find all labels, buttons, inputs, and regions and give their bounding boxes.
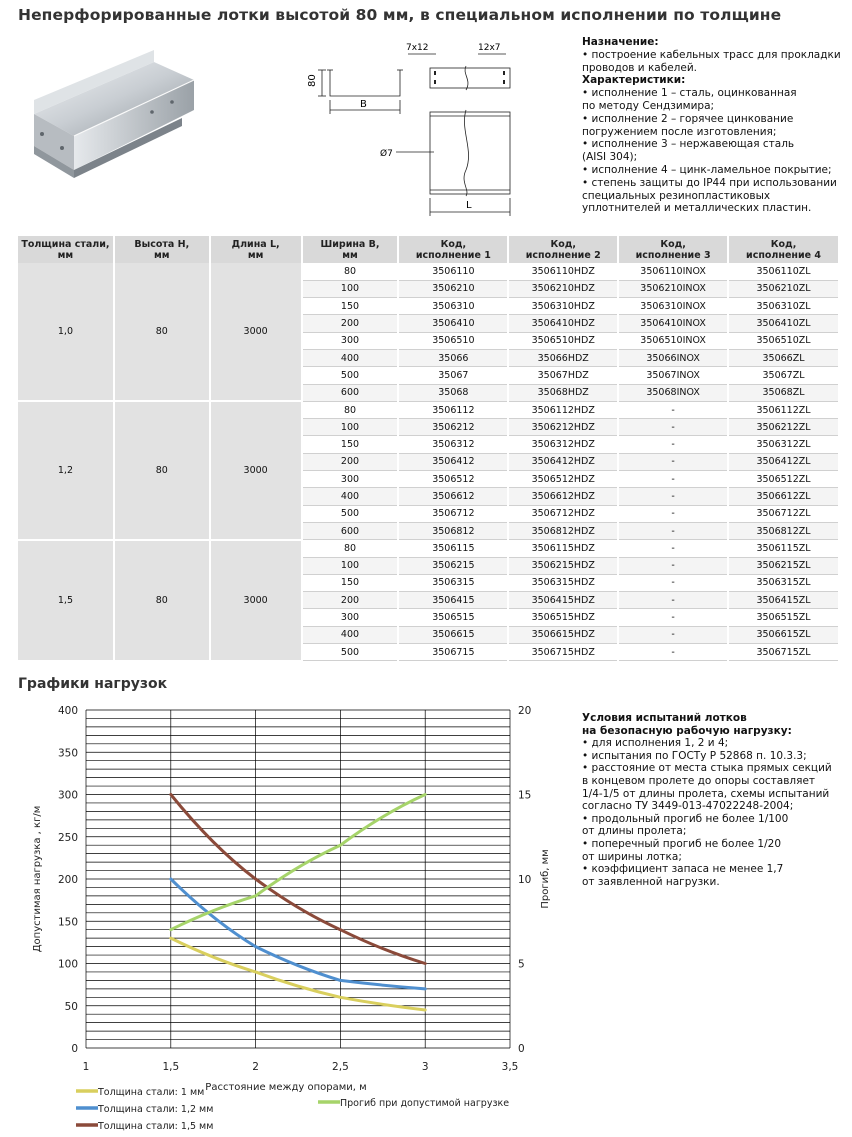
code-cell: 35067INOX [618, 367, 728, 384]
code-cell: - [618, 626, 728, 643]
code-cell: 3506510HDZ [508, 332, 618, 349]
width-cell: 150 [302, 436, 399, 453]
width-cell: 80 [302, 540, 399, 557]
code-cell: 3506415HDZ [508, 592, 618, 609]
column-header-line: Высота H, [134, 238, 190, 250]
code-cell: - [618, 505, 728, 522]
group-length-cell: 3000 [210, 401, 302, 539]
x-tick-label: 1 [82, 1061, 90, 1073]
code-cell: 3506715 [398, 644, 508, 661]
length-label: L [466, 200, 472, 211]
char-line: уплотнителей и металлических пластин. [582, 202, 812, 215]
code-cell: - [618, 419, 728, 436]
code-cell: 3506510INOX [618, 332, 728, 349]
width-cell: 150 [302, 298, 399, 315]
y-tick-label: 200 [57, 874, 78, 886]
code-cell: 3506510 [398, 332, 508, 349]
code-cell: 3506512ZL [728, 471, 839, 488]
code-cell: - [618, 609, 728, 626]
code-cell: 3506315HDZ [508, 574, 618, 591]
column-header [618, 236, 728, 263]
table-row [18, 540, 839, 557]
width-cell: 300 [302, 332, 399, 349]
code-cell: 3506210HDZ [508, 280, 618, 297]
characteristics-header: Характеристики: [582, 74, 686, 87]
code-cell: 35068 [398, 384, 508, 401]
x-tick-label: 3 [421, 1061, 429, 1073]
y2-tick-label: 15 [518, 789, 532, 802]
group-length-cell: 3000 [210, 263, 302, 401]
code-cell: 35066ZL [728, 349, 839, 366]
column-header-line: Код, [550, 238, 577, 250]
char-line: погружением после изготовления; [582, 125, 777, 138]
code-cell: 3506412HDZ [508, 453, 618, 470]
purpose-line: • построение кабельных трасс для прокладки [582, 48, 841, 61]
width-cell: 400 [302, 488, 399, 505]
code-cell: 3506515 [398, 609, 508, 626]
code-cell: - [618, 488, 728, 505]
char-line: • исполнение 4 – цинк-ламельное покрытие; [582, 163, 832, 176]
code-cell: - [618, 557, 728, 574]
code-cell: 35067HDZ [508, 367, 618, 384]
group-thickness-cell: 1,0 [18, 263, 114, 401]
code-cell: 3506210INOX [618, 280, 728, 297]
condition-line: • коэффициент запаса не менее 1,7 [582, 863, 784, 876]
code-cell: 3506210 [398, 280, 508, 297]
legend-label: Прогиб при допустимой нагрузке [340, 1098, 510, 1109]
code-cell: - [618, 574, 728, 591]
conditions-header: на безопасную рабочую нагрузку: [582, 724, 792, 737]
condition-line: от ширины лотка; [582, 850, 682, 863]
column-header-line: мм [342, 249, 358, 261]
code-cell: 3506210ZL [728, 280, 839, 297]
code-cell: 35067ZL [728, 367, 839, 384]
condition-line: от длины пролета; [582, 825, 687, 838]
y-tick-label: 250 [57, 831, 78, 844]
code-cell: 3506110 [398, 263, 508, 280]
y2-axis-label: Прогиб, мм [540, 849, 551, 909]
slot-label-2: 12x7 [478, 43, 501, 53]
code-cell: 35067 [398, 367, 508, 384]
purpose-line: проводов и кабелей. [582, 61, 697, 74]
column-header [18, 236, 114, 263]
series-line [171, 879, 425, 989]
column-header-line: Длина L, [231, 238, 280, 250]
condition-line: • продольный прогиб не более 1/100 [582, 812, 789, 825]
code-cell: 3506315 [398, 574, 508, 591]
y2-tick-label: 20 [518, 705, 532, 717]
column-header [302, 236, 399, 263]
width-cell: 500 [302, 367, 399, 384]
column-header-line: исполнение 3 [635, 249, 711, 261]
y-tick-label: 50 [64, 1000, 78, 1013]
cable-tray-image [22, 40, 202, 200]
slot-label-1: 7x12 [406, 43, 429, 53]
page-title: Неперфорированные лотки высотой 80 мм, в специальном исполнении по толщине [18, 6, 782, 24]
load-chart [10, 698, 570, 1134]
width-cell: 600 [302, 384, 399, 401]
code-cell: - [618, 592, 728, 609]
condition-line: от заявленной нагрузки. [582, 875, 720, 888]
code-cell: 3506312 [398, 436, 508, 453]
width-cell: 100 [302, 419, 399, 436]
char-line: • исполнение 2 – горячее цинкование [582, 112, 794, 125]
condition-line: в концевом пролете до опоры составляет [582, 774, 816, 787]
char-line: • исполнение 1 – сталь, оцинкованная [582, 87, 797, 100]
code-cell: 3506515HDZ [508, 609, 618, 626]
x-tick-label: 2 [252, 1061, 259, 1073]
code-cell: 3506110INOX [618, 263, 728, 280]
y-tick-label: 150 [57, 916, 78, 929]
code-cell: 3506212HDZ [508, 419, 618, 436]
code-cell: 3506215HDZ [508, 557, 618, 574]
code-cell: 3506315ZL [728, 574, 839, 591]
width-cell: 80 [302, 263, 399, 280]
code-cell: 3506415ZL [728, 592, 839, 609]
code-cell: 3506812 [398, 522, 508, 539]
purpose-header: Назначение: [582, 36, 659, 48]
width-cell: 150 [302, 574, 399, 591]
test-conditions [582, 712, 844, 888]
width-cell: 200 [302, 453, 399, 470]
char-line: по методу Сендзимира; [582, 99, 715, 112]
column-header [210, 236, 302, 263]
x-tick-label: 1,5 [162, 1061, 180, 1073]
code-cell: 3506712 [398, 505, 508, 522]
column-header-line: мм [247, 249, 264, 261]
code-cell: - [618, 401, 728, 418]
code-cell: 3506110HDZ [508, 263, 618, 280]
code-cell: 35066INOX [618, 349, 728, 366]
code-cell: 3506112 [398, 401, 508, 418]
code-cell: 3506215ZL [728, 557, 839, 574]
code-cell: 3506115 [398, 540, 508, 557]
code-cell: 3506310 [398, 298, 508, 315]
column-header-line: исполнение 4 [746, 249, 821, 261]
code-cell: 3506310ZL [728, 298, 839, 315]
group-height-cell: 80 [114, 540, 210, 661]
code-cell: 3506310HDZ [508, 298, 618, 315]
code-cell: - [618, 436, 728, 453]
code-cell: 3506115ZL [728, 540, 839, 557]
column-header-line: мм [154, 249, 170, 261]
code-cell: 3506715HDZ [508, 644, 618, 661]
width-cell: 300 [302, 471, 399, 488]
char-line: • степень защиты до IP44 при использовании [582, 176, 837, 189]
code-cell: - [618, 453, 728, 470]
code-cell: 3506412 [398, 453, 508, 470]
code-cell: 3506812ZL [728, 522, 839, 539]
height-label: 80 [307, 74, 318, 87]
code-cell: 3506212 [398, 419, 508, 436]
width-cell: 500 [302, 505, 399, 522]
code-cell: 3506310INOX [618, 298, 728, 315]
width-cell: 600 [302, 522, 399, 539]
code-cell: 3506312ZL [728, 436, 839, 453]
code-cell: 3506112ZL [728, 401, 839, 418]
column-header [508, 236, 618, 263]
code-cell: 3506215 [398, 557, 508, 574]
y-axis-label: Допустимая нагрузка , кг/м [32, 805, 43, 953]
code-cell: 3506410HDZ [508, 315, 618, 332]
width-cell: 500 [302, 644, 399, 661]
code-cell: 3506510ZL [728, 332, 839, 349]
y-tick-label: 350 [57, 747, 78, 760]
group-height-cell: 80 [114, 401, 210, 539]
spec-table [18, 236, 840, 662]
code-cell: 3506615 [398, 626, 508, 643]
width-cell: 200 [302, 592, 399, 609]
y-tick-label: 100 [57, 958, 78, 971]
width-cell: 80 [302, 401, 399, 418]
conditions-header: Условия испытаний лотков [582, 712, 747, 724]
width-cell: 100 [302, 557, 399, 574]
technical-drawings [300, 40, 530, 230]
column-header-line: Толщина стали, [21, 238, 110, 250]
condition-line: • поперечный прогиб не более 1/20 [582, 837, 782, 850]
char-line: специальных резинопластиковых [582, 189, 771, 202]
width-cell: 100 [302, 280, 399, 297]
code-cell: 3506512HDZ [508, 471, 618, 488]
column-header-line: мм [57, 249, 74, 261]
code-cell: 3506515ZL [728, 609, 839, 626]
y2-tick-label: 5 [518, 958, 525, 971]
code-cell: 3506812HDZ [508, 522, 618, 539]
column-header-line: исполнение 2 [525, 249, 601, 261]
y2-tick-label: 10 [518, 874, 532, 886]
code-cell: 3506410 [398, 315, 508, 332]
table-row [18, 263, 839, 280]
y-tick-label: 300 [57, 789, 78, 802]
code-cell: 3506712HDZ [508, 505, 618, 522]
condition-line: 1/4-1/5 от длины пролета, схемы испытаний [582, 787, 830, 800]
code-cell: 3506612 [398, 488, 508, 505]
condition-line: • для исполнения 1, 2 и 4; [582, 737, 729, 750]
group-thickness-cell: 1,5 [18, 540, 114, 661]
code-cell: 35066 [398, 349, 508, 366]
table-row [18, 401, 839, 418]
y2-tick-label: 0 [518, 1043, 525, 1055]
legend-label: Толщина стали: 1,5 мм [98, 1121, 214, 1132]
width-cell: 200 [302, 315, 399, 332]
code-cell: 35066HDZ [508, 349, 618, 366]
column-header [398, 236, 508, 263]
column-header-line: исполнение 1 [415, 249, 491, 261]
code-cell: 35068ZL [728, 384, 839, 401]
code-cell: 35068INOX [618, 384, 728, 401]
condition-line: согласно ТУ 3449-013-47022248-2004; [582, 800, 794, 813]
width-label: B [360, 99, 367, 110]
column-header-line: Код, [660, 238, 686, 250]
x-axis-label: Расстояние между опорами, м [205, 1082, 367, 1093]
code-cell: 3506612HDZ [508, 488, 618, 505]
condition-line: • расстояние от места стыка прямых секций [582, 762, 832, 775]
code-cell: 3506110ZL [728, 263, 839, 280]
char-line: • исполнение 3 – нержавеющая сталь [582, 138, 795, 151]
group-length-cell: 3000 [210, 540, 302, 661]
code-cell: 3506412ZL [728, 453, 839, 470]
legend-label: Толщина стали: 1,2 мм [98, 1104, 214, 1115]
group-height-cell: 80 [114, 263, 210, 401]
code-cell: - [618, 522, 728, 539]
width-cell: 400 [302, 349, 399, 366]
code-cell: 3506115HDZ [508, 540, 618, 557]
code-cell: - [618, 644, 728, 661]
code-cell: - [618, 540, 728, 557]
group-thickness-cell: 1,2 [18, 401, 114, 539]
code-cell: 35068HDZ [508, 384, 618, 401]
code-cell: 3506715ZL [728, 644, 839, 661]
x-tick-label: 2,5 [332, 1061, 349, 1073]
column-header-line: Код, [770, 238, 797, 250]
code-cell: 3506410ZL [728, 315, 839, 332]
legend-label: Толщина стали: 1 мм [98, 1087, 205, 1098]
char-line: (AISI 304); [582, 151, 638, 164]
y-tick-label: 0 [71, 1043, 78, 1055]
column-header [728, 236, 839, 263]
code-cell: - [618, 471, 728, 488]
code-cell: 3506712ZL [728, 505, 839, 522]
code-cell: 3506415 [398, 592, 508, 609]
column-header-line: Код, [440, 238, 467, 250]
code-cell: 3506312HDZ [508, 436, 618, 453]
x-tick-label: 3,5 [501, 1061, 519, 1073]
code-cell: 3506615ZL [728, 626, 839, 643]
code-cell: 3506112HDZ [508, 401, 618, 418]
hole-label: Ø7 [380, 149, 393, 159]
charts-section-title: Графики нагрузок [18, 676, 168, 692]
code-cell: 3506512 [398, 471, 508, 488]
condition-line: • испытания по ГОСТу Р 52868 п. 10.3.3; [582, 749, 807, 762]
width-cell: 300 [302, 609, 399, 626]
code-cell: 3506612ZL [728, 488, 839, 505]
code-cell: 3506212ZL [728, 419, 839, 436]
width-cell: 400 [302, 626, 399, 643]
code-cell: 3506410INOX [618, 315, 728, 332]
description [582, 36, 844, 215]
column-header [114, 236, 210, 263]
y-tick-label: 400 [57, 705, 78, 717]
code-cell: 3506615HDZ [508, 626, 618, 643]
column-header-line: Ширина B, [320, 238, 380, 250]
